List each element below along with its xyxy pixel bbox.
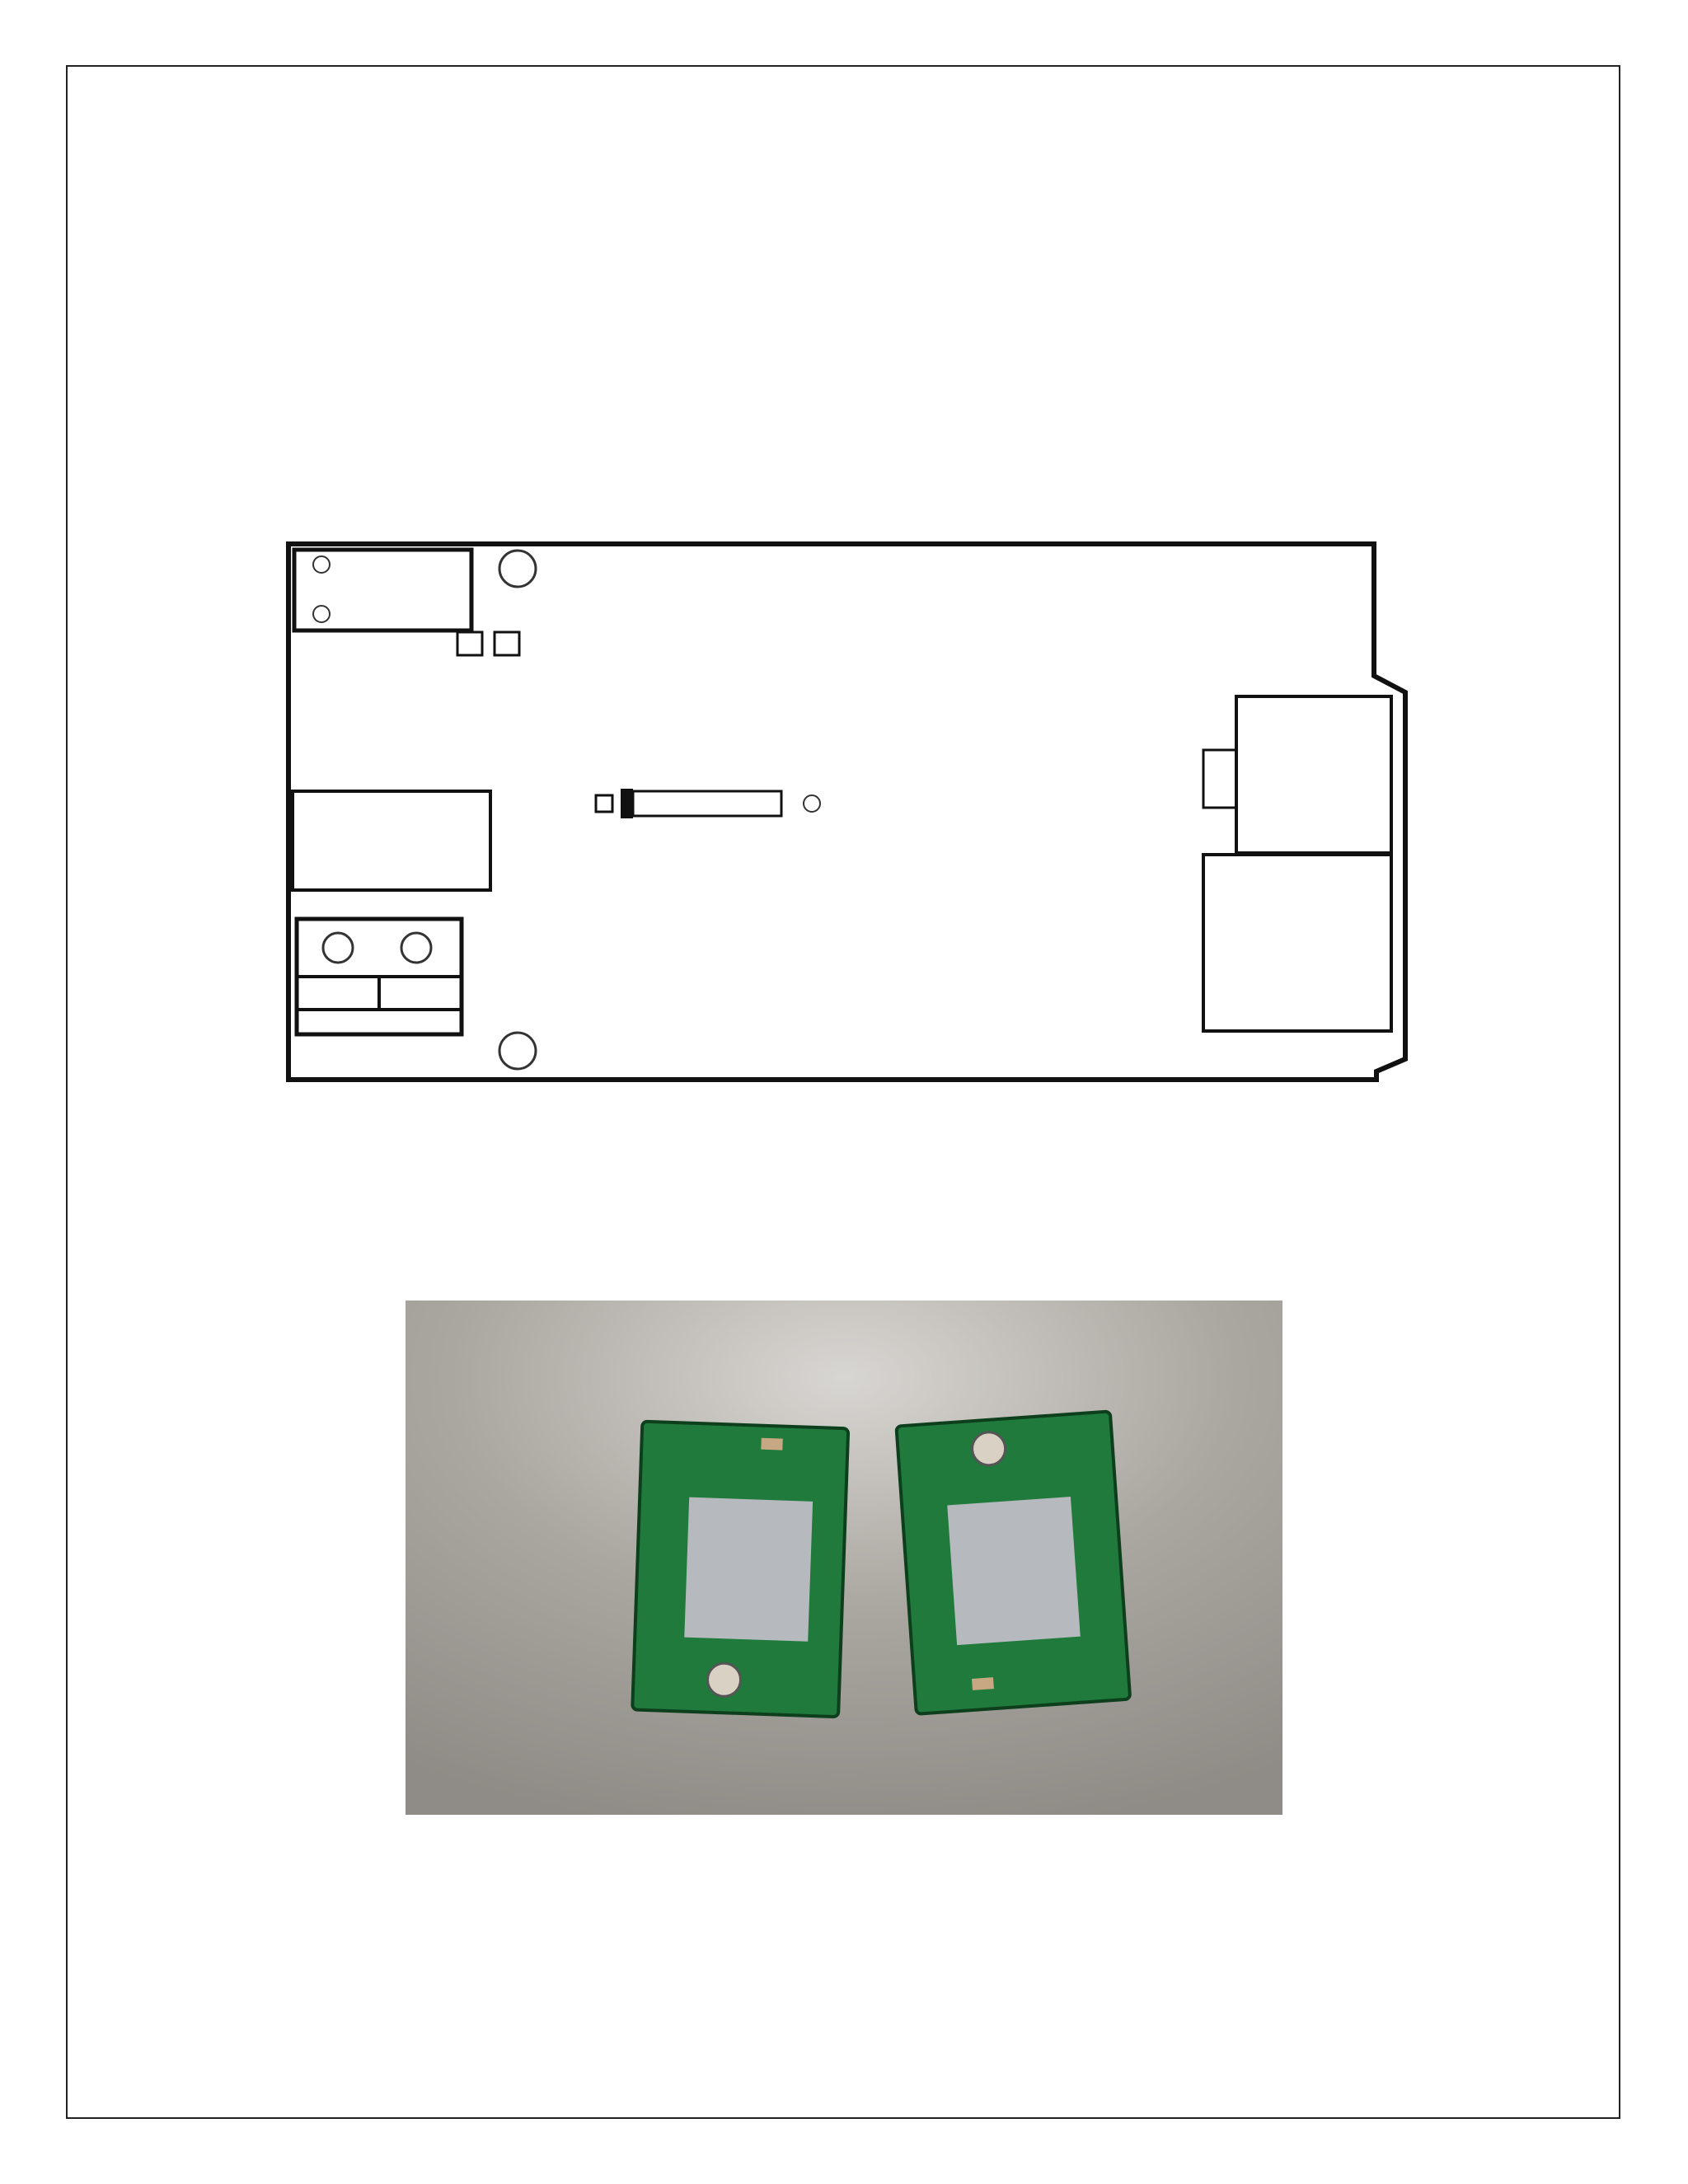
resistor-r1 bbox=[1203, 750, 1236, 808]
end-stops-block bbox=[1236, 696, 1391, 853]
cnc-shield-diagram bbox=[284, 540, 1422, 1084]
controls-block bbox=[1203, 855, 1391, 1031]
driver-board-right bbox=[896, 1411, 1130, 1713]
fuse bbox=[633, 791, 781, 816]
driver-board-left bbox=[632, 1422, 848, 1718]
stepper-driver-photo bbox=[406, 1301, 1282, 1815]
axis-jumper-block bbox=[293, 791, 490, 890]
reset-button-box bbox=[294, 550, 471, 630]
